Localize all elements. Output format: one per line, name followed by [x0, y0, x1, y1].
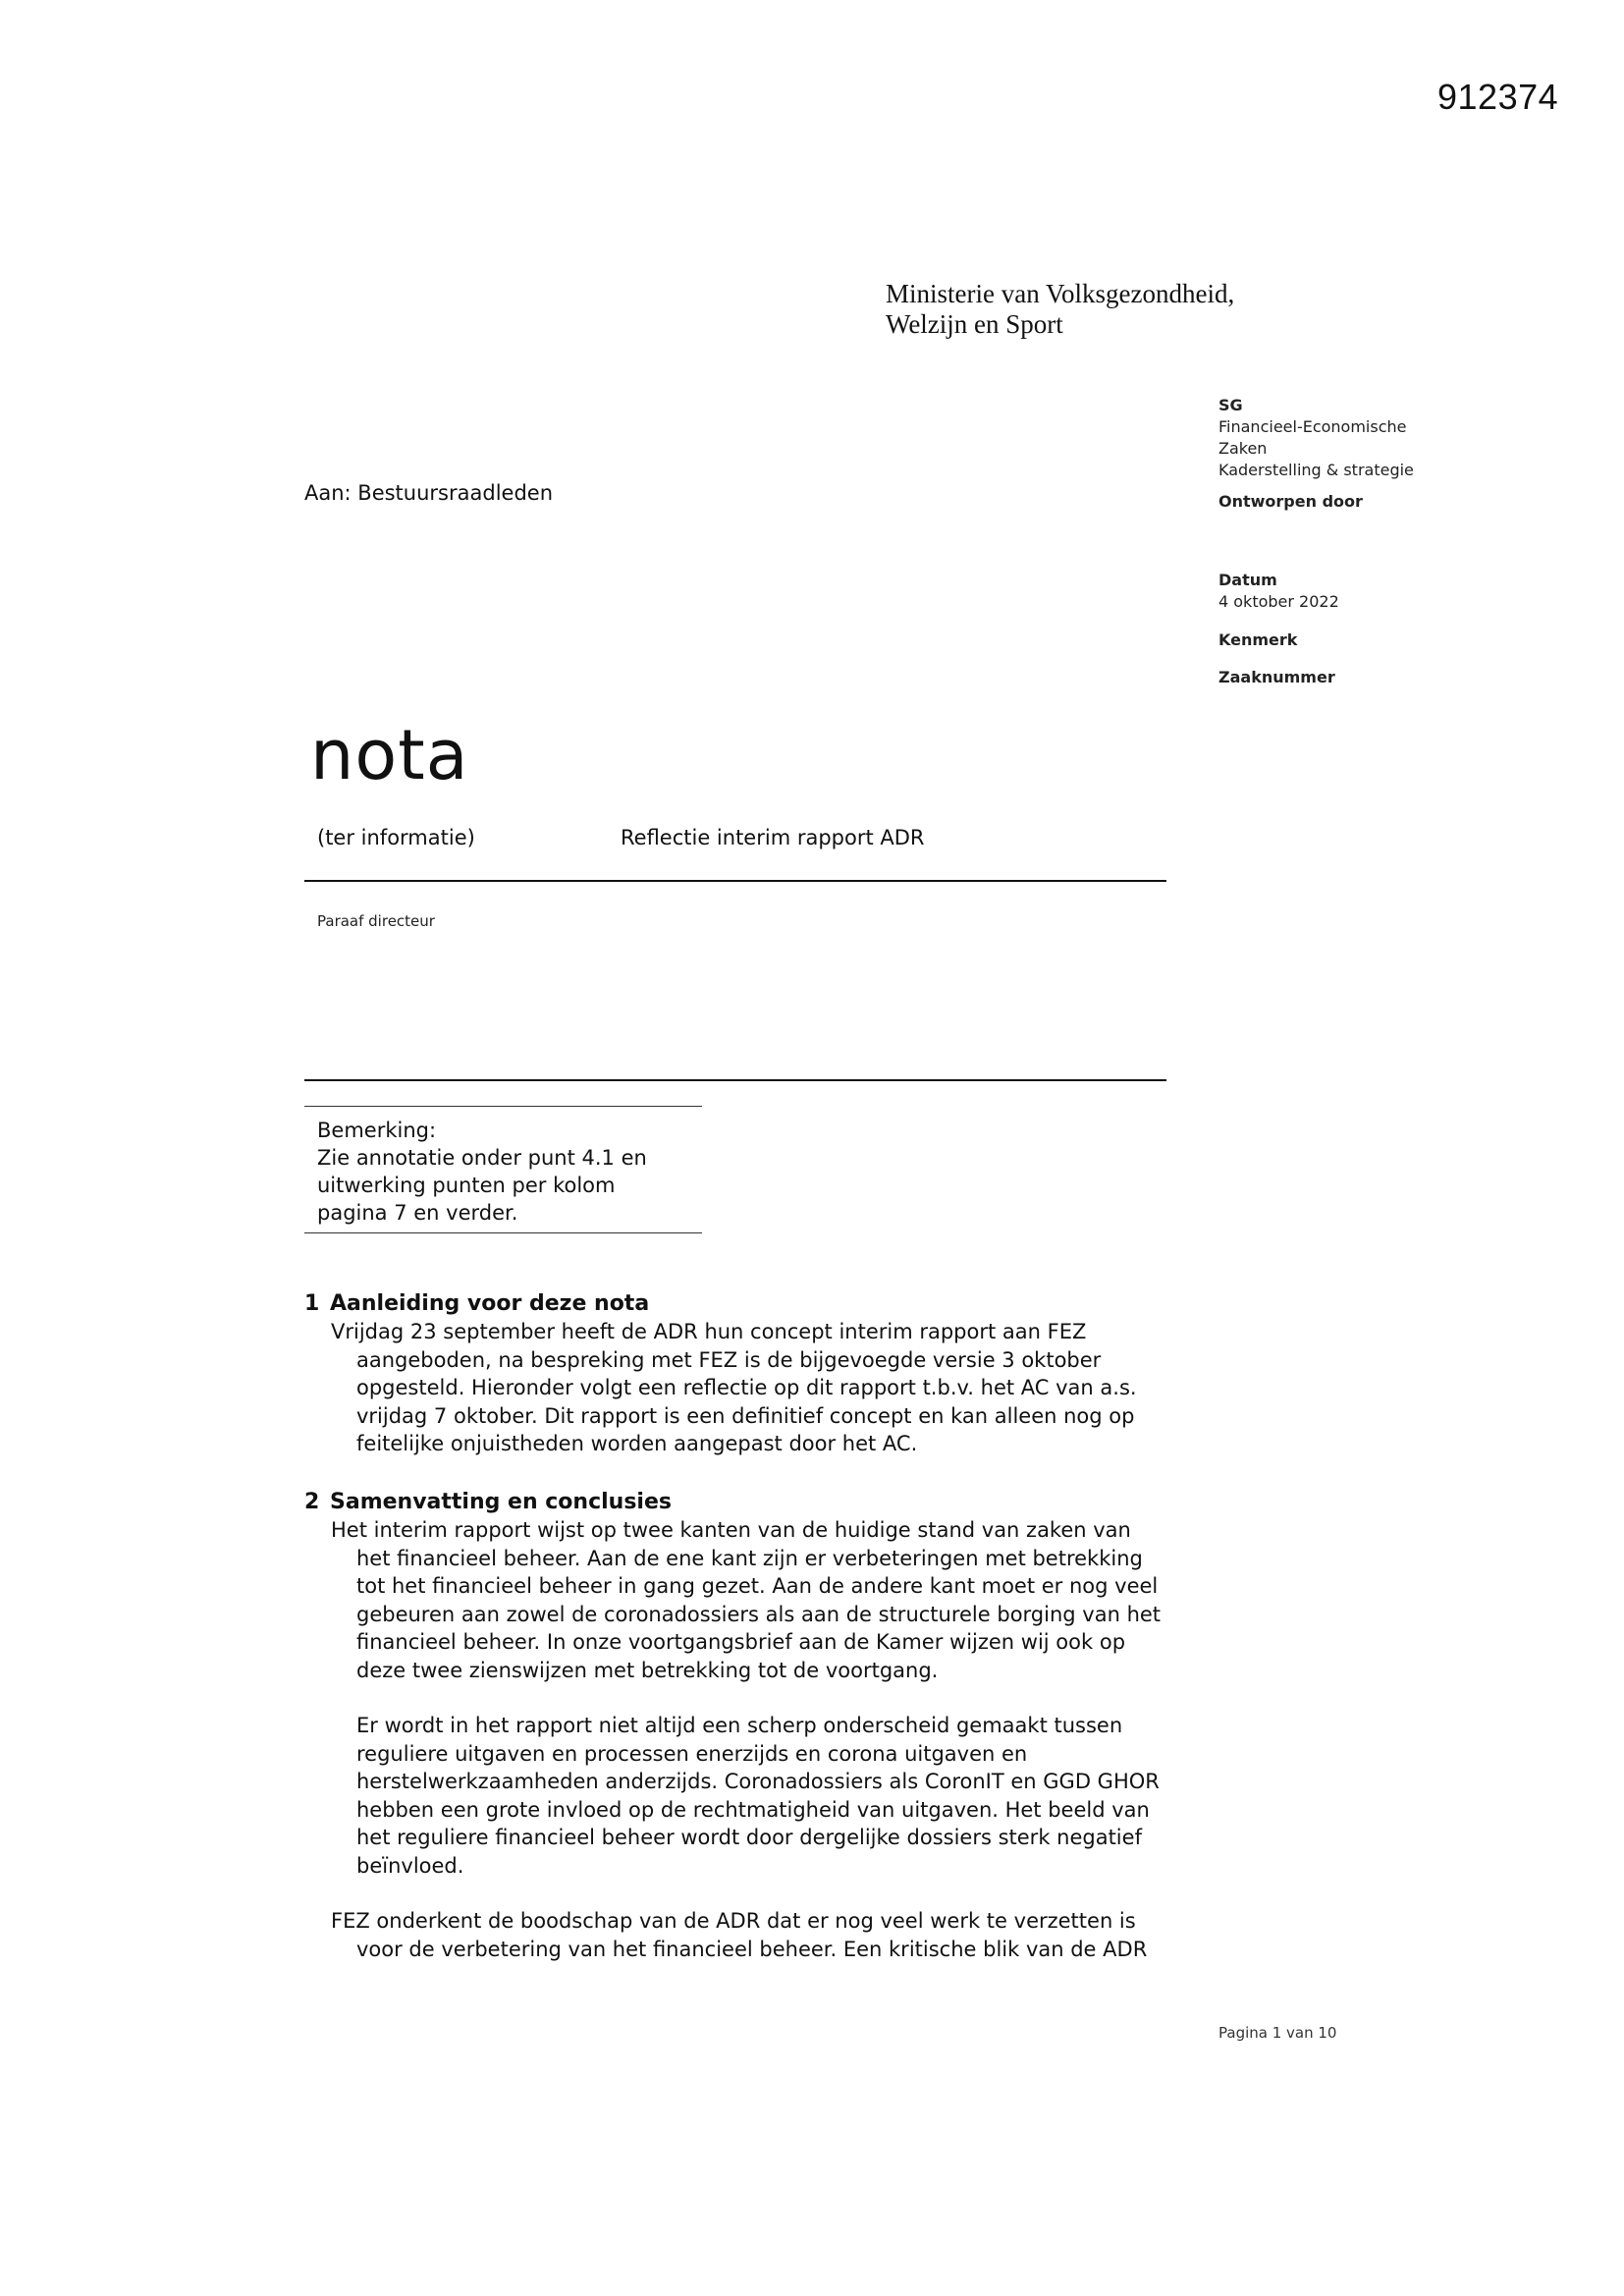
paragraph-line: Er wordt in het rapport niet altijd een scherp onderscheid gemaakt tussen	[356, 1714, 1123, 1737]
section-title: Aanleiding voor deze nota	[330, 1291, 650, 1316]
department-line: Zaken	[1218, 439, 1268, 458]
header-divider	[304, 880, 1166, 882]
paragraph-line: herstelwerkzaamheden anderzijds. Coronadossiers als CoronIT en GGD GHOR	[356, 1770, 1160, 1793]
paragraph-line: deze twee zienswijzen met betrekking tot de voortgang.	[356, 1658, 939, 1682]
page-number: Pagina 1 van 10	[1218, 2024, 1337, 2042]
paragraph-line: het financieel beheer. Aan de ene kant zijn er verbeteringen met betrekking	[356, 1546, 1143, 1570]
section-heading	[304, 1290, 1208, 1318]
sidebar-department	[1218, 395, 1414, 481]
section-2	[304, 1489, 1208, 1963]
designed-by-label: Ontworpen door	[1218, 492, 1363, 511]
document-number: 912374	[1437, 77, 1559, 117]
date-label: Datum	[1218, 571, 1277, 589]
nota-subject: Reflectie interim rapport ADR	[621, 826, 925, 849]
section-paragraph	[304, 1516, 1208, 1684]
paragraph-line: reguliere uitgaven en processen enerzijds en corona uitgaven en	[356, 1741, 1028, 1766]
paragraph-line: beïnvloed.	[356, 1853, 464, 1878]
remark-line: Zie annotatie onder punt 4.1 en	[317, 1146, 647, 1170]
paragraph-line: vrijdag 7 oktober. Dit rapport is een definitief concept en kan alleen nog op	[356, 1403, 1135, 1428]
reference-label: Kenmerk	[1218, 630, 1298, 649]
section-heading	[304, 1489, 1208, 1516]
paragraph-line: Vrijdag 23 september heeft de ADR hun concept interim rapport aan FEZ	[331, 1320, 1087, 1343]
document-title: nota	[310, 715, 469, 795]
nota-type: (ter informatie)	[317, 826, 475, 849]
ministry-name-line2: Welzijn en Sport	[886, 309, 1063, 339]
paragraph-line: het reguliere financieel beheer wordt door dergelijke dossiers sterk negatief	[356, 1826, 1142, 1849]
section-number: 2	[304, 1490, 320, 1514]
paragraph-line: hebben een grote invloed op de rechtmatigheid van uitgaven. Het beeld van	[356, 1797, 1150, 1822]
paragraph-line: gebeuren aan zowel de coronadossiers als aan de structurele borging van het	[356, 1602, 1162, 1626]
paragraph-line: opgesteld. Hieronder volgt een reflectie op dit rapport t.b.v. het AC van a.s.	[356, 1376, 1137, 1399]
paragraph-line: voor de verbetering van het financieel beheer. Een kritische blik van de ADR	[356, 1937, 1148, 1961]
paragraph-line: feitelijke onjuistheden worden aangepast door het AC.	[356, 1432, 918, 1455]
remark-line: pagina 7 en verder.	[317, 1201, 518, 1225]
paragraph-line: financieel beheer. In onze voortgangsbrief aan de Kamer wijzen wij ook op	[356, 1630, 1126, 1654]
recipient: Aan: Bestuursraadleden	[304, 481, 554, 505]
section-paragraph	[304, 1907, 1208, 1963]
ministry-name-line1: Ministerie van Volksgezondheid,	[886, 279, 1235, 308]
remark-box	[304, 1106, 702, 1233]
paragraph-line: tot het financieel beheer in gang gezet. Aan de andere kant moet er nog veel	[356, 1574, 1159, 1598]
department-line: Financieel-Economische	[1218, 417, 1407, 436]
ministry-letterhead	[886, 279, 1234, 340]
section-number: 1	[304, 1291, 320, 1316]
section-paragraph	[304, 1712, 1208, 1880]
remark-line: uitwerking punten per kolom	[317, 1174, 616, 1197]
paragraph-gap	[304, 1880, 1208, 1907]
date-value: 4 oktober 2022	[1218, 592, 1339, 611]
section-1	[304, 1290, 1208, 1458]
department-label: SG	[1218, 396, 1243, 414]
signature-divider	[304, 1079, 1166, 1081]
department-line: Kaderstelling & strategie	[1218, 461, 1414, 479]
remark-label: Bemerking:	[317, 1119, 437, 1142]
sidebar-date	[1218, 570, 1339, 613]
paraaf-label: Paraaf directeur	[317, 912, 435, 930]
paragraph-gap	[304, 1684, 1208, 1712]
case-number-label: Zaaknummer	[1218, 668, 1335, 686]
section-title: Samenvatting en conclusies	[330, 1490, 672, 1514]
paragraph-line: Het interim rapport wijst op twee kanten van de huidige stand van zaken van	[331, 1518, 1131, 1542]
paragraph-line: aangeboden, na bespreking met FEZ is de bijgevoegde versie 3 oktober	[356, 1347, 1102, 1372]
paragraph-line: FEZ onderkent de boodschap van de ADR dat er nog veel werk te verzetten is	[331, 1909, 1136, 1933]
section-paragraph	[304, 1318, 1208, 1458]
